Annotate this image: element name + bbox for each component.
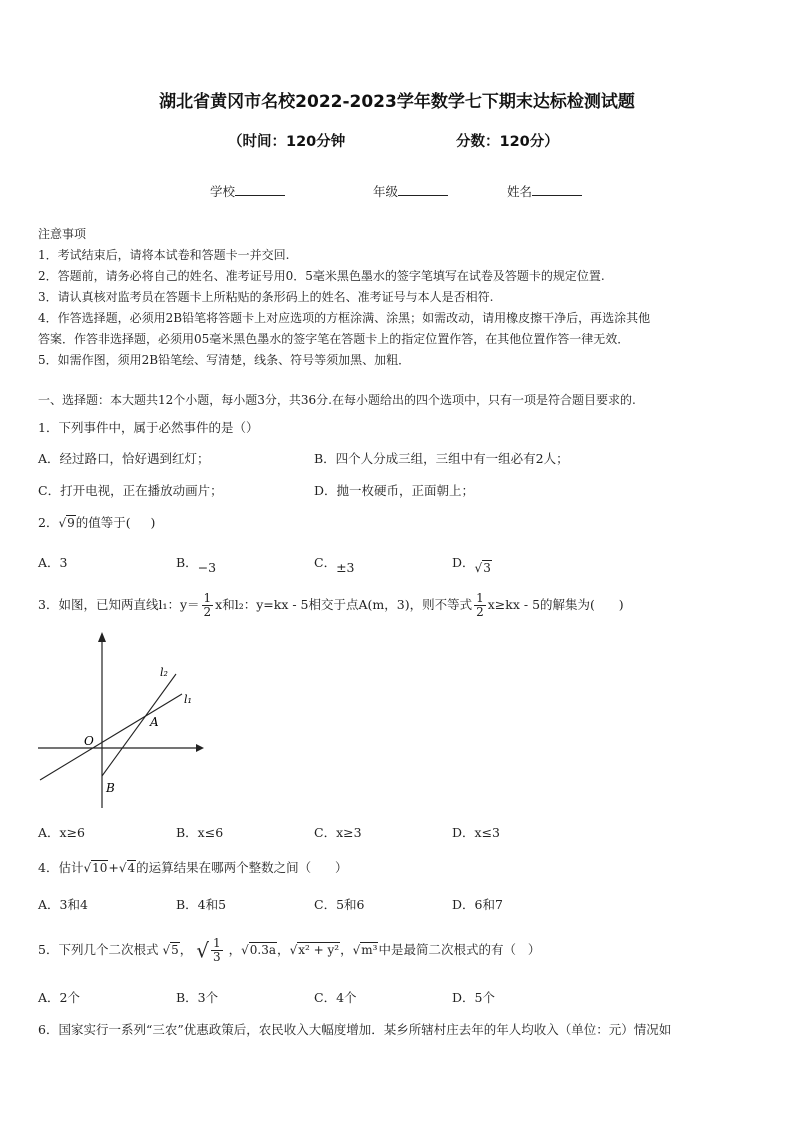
school-field[interactable] [210,182,285,200]
label-l2: l₂ [160,666,168,679]
q4-option-a[interactable]: A．3和4 [38,897,88,912]
notice-item: 5．如需作图，须用2B铅笔绘、写清楚，线条、符号等须加黑、加粗． [38,353,411,367]
notice-item: 3．请认真核对监考员在答题卡上所粘贴的条形码上的姓名、准考证号与本人是否相符. [38,290,494,304]
label-b: B [106,781,115,795]
label-a: A [150,715,159,729]
notice-item: 2．答题前，请务必将自己的姓名、准考证号用0．5毫米黑色墨水的签字笔填写在试卷及答题卡的规定位置. [38,269,605,283]
q3-option-d[interactable]: D．x≤3 [452,825,500,840]
q5-option-d[interactable]: D．5个 [452,990,495,1005]
question-6-stem: 6．国家实行一系列“三农”优惠政策后，农民收入大幅度增加．某乡所辖村庄去年的年人均收入（单位：元）情况如 [38,1022,672,1037]
line-graph-figure [36,630,206,810]
fraction: $\frac{1}{2}$ [203,591,212,619]
y-axis-arrow [98,632,106,642]
q2-option-b[interactable]: B．−3 [176,555,217,575]
question-5-stem: 5．下列几个二次根式 √5， √ $\frac{1}{3}$ ，√0.3a，√x² + y²，√m³中是最简二次根式的有（ ） [38,936,541,964]
grade-label: 年级 [373,184,399,199]
notice-item: 答案．作答非选择题，必须用05毫米黑色墨水的签字笔在答题卡上的指定位置作答，在其他位置作答一律无效． [38,332,630,346]
notice-item: 4．作答选择题，必须用2B铅笔将答题卡上对应选项的方框涂满、涂黑；如需改动，请用橡皮擦干净后，再选涂其他 [38,311,651,325]
q3-option-b[interactable]: B．x≤6 [176,825,224,840]
time-limit: （时间：120分钟 [228,134,346,150]
q2-option-a[interactable]: A．3 [38,555,68,570]
x-axis-arrow [196,744,204,752]
q1-option-b[interactable]: B．四个人分成三组，三组中有一组必有2人； [314,451,569,466]
section-heading: 一、选择题：本大题共12个小题，每小题3分，共36分.在每小题给出的四个选项中，只有一项是符合题目要求的. [38,393,636,407]
name-label: 姓名 [507,184,533,199]
label-o: O [84,734,94,748]
notice-item: 1．考试结束后，请将本试卷和答题卡一并交回. [38,248,290,262]
q3-option-c[interactable]: C．x≥3 [314,825,362,840]
school-label: 学校 [210,184,236,199]
q4-option-b[interactable]: B．4和5 [176,897,227,912]
name-field[interactable] [507,182,582,200]
q2-option-c[interactable]: C．±3 [314,555,355,575]
q4-option-c[interactable]: C．5和6 [314,897,365,912]
question-2-stem: 2．√9的值等于( ) [38,515,156,530]
question-4-stem: 4．估计√10+√4的运算结果在哪两个整数之间（ ） [38,860,348,875]
q4-option-d[interactable]: D．6和7 [452,897,503,912]
q3-option-a[interactable]: A．x≥6 [38,825,86,840]
q1-option-a[interactable]: A．经过路口，恰好遇到红灯； [38,451,210,466]
q5-option-b[interactable]: B．3个 [176,990,219,1005]
q1-option-c[interactable]: C．打开电视，正在播放动画片； [38,483,223,498]
line-l1 [40,694,182,780]
total-score: 分数：120分） [456,134,559,150]
question-3-stem: 3．如图，已知两直线l₁：y＝ $\frac{1}{2}$ x和l₂：y=kx - 5相交于点A(m，3)，则不等式 $\frac{1}{2}$ x≥kx - 5的解集为( ) [38,591,624,619]
notice-heading: 注意事项 [38,227,87,241]
q5-option-a[interactable]: A．2个 [38,990,80,1005]
page-title: 湖北省黄冈市名校2022-2023学年数学七下期末达标检测试题 [159,92,635,112]
q2-option-d[interactable]: D．√3 [452,555,491,575]
line-l2 [102,674,176,776]
label-l1: l₁ [184,693,192,706]
sqrt-expression: √9 [58,516,75,530]
q5-option-c[interactable]: C．4个 [314,990,357,1005]
fraction: $\frac{1}{2}$ [476,591,484,619]
q1-option-d[interactable]: D．抛一枚硬币，正面朝上； [314,483,475,498]
question-1-stem: 1．下列事件中，属于必然事件的是（） [38,420,259,435]
grade-field[interactable] [373,182,448,200]
